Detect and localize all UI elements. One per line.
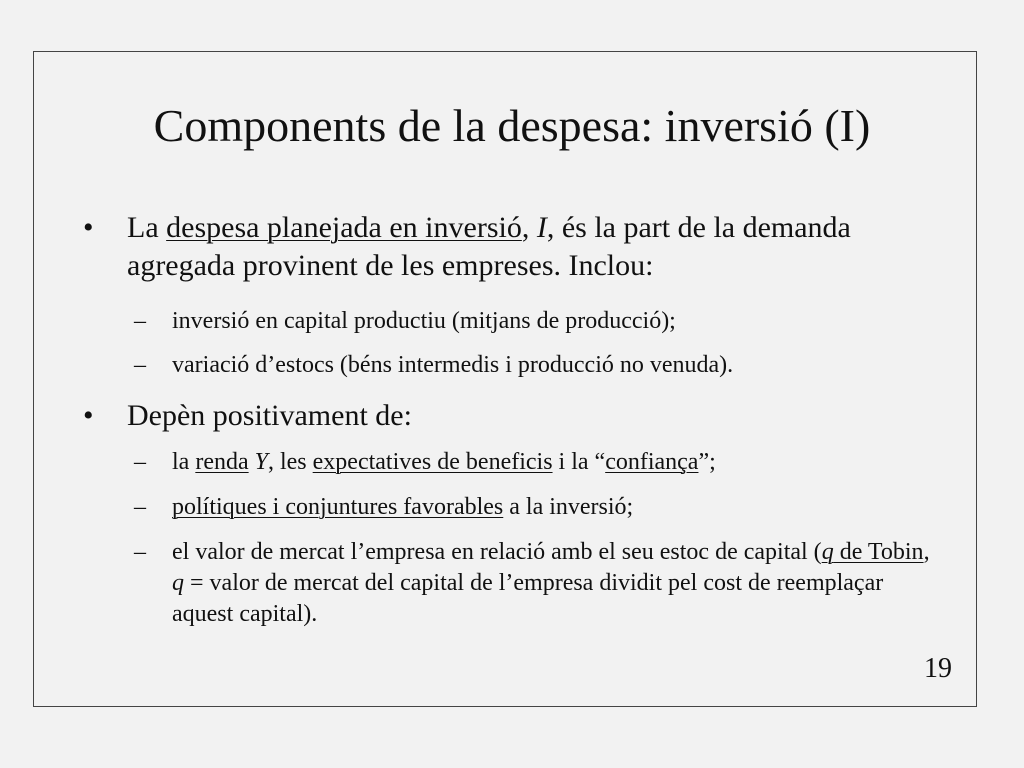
italic-variable: q	[821, 539, 834, 565]
underlined-term	[822, 539, 924, 565]
underlined-term: renda	[195, 449, 249, 475]
sub-bullet-item	[134, 447, 934, 478]
text-run: La	[127, 211, 167, 244]
sub-bullet-text	[172, 492, 934, 523]
sub-bullet-item	[134, 537, 934, 630]
text-run: i la “	[552, 449, 606, 475]
bullet-marker: •	[83, 211, 94, 244]
text-run: ,	[923, 539, 930, 565]
sub-bullet-item	[134, 350, 934, 381]
sub-bullet-text: inversió en capital productiu (mitjans de producció);	[172, 308, 676, 334]
text-run: ,	[521, 211, 537, 244]
sub-bullet-text	[172, 537, 934, 630]
sub-bullet-item	[134, 492, 934, 523]
bullet-text: Depèn positivament de:	[127, 399, 412, 432]
dash-marker: –	[134, 539, 146, 565]
dash-marker: –	[134, 449, 146, 475]
underlined-term: despesa planejada en inversió	[166, 211, 522, 244]
text-run: de Tobin	[833, 539, 924, 565]
dash-marker: –	[134, 494, 146, 520]
text-run: a la inversió;	[503, 494, 634, 520]
underlined-term: polítiques i conjuntures favorables	[172, 494, 504, 520]
underlined-term: expectatives de beneficis	[312, 449, 553, 475]
page-number: 19	[924, 653, 952, 684]
italic-variable: Y	[254, 449, 268, 475]
underlined-term: confiança	[605, 449, 699, 475]
text-run: , les	[267, 449, 313, 475]
sub-bullet-text: variació d’estocs (béns intermedis i producció no venuda).	[172, 352, 734, 378]
text-run: el valor de mercat l’empresa en relació amb el seu estoc de capital (	[172, 539, 822, 565]
italic-variable: q	[172, 570, 184, 596]
bullet-item	[83, 397, 943, 435]
bullet-text	[127, 209, 943, 285]
dash-marker: –	[134, 352, 146, 378]
text-run: la	[172, 449, 196, 475]
sub-bullet-item	[134, 306, 934, 337]
slide-title: Components de la despesa: inversió (I)	[153, 100, 871, 151]
text-run: = valor de mercat del capital de l’empresa dividit pel cost de reemplaçar aquest capital).	[172, 570, 884, 627]
text-run: , és la part de la demanda agregada provinent de les empreses. Inclou:	[127, 211, 851, 282]
text-run: ”;	[698, 449, 716, 475]
bullet-marker: •	[83, 399, 94, 432]
sub-bullet-text	[172, 447, 934, 478]
bullet-item	[83, 209, 943, 285]
italic-variable: I	[536, 211, 547, 244]
dash-marker: –	[134, 308, 146, 334]
